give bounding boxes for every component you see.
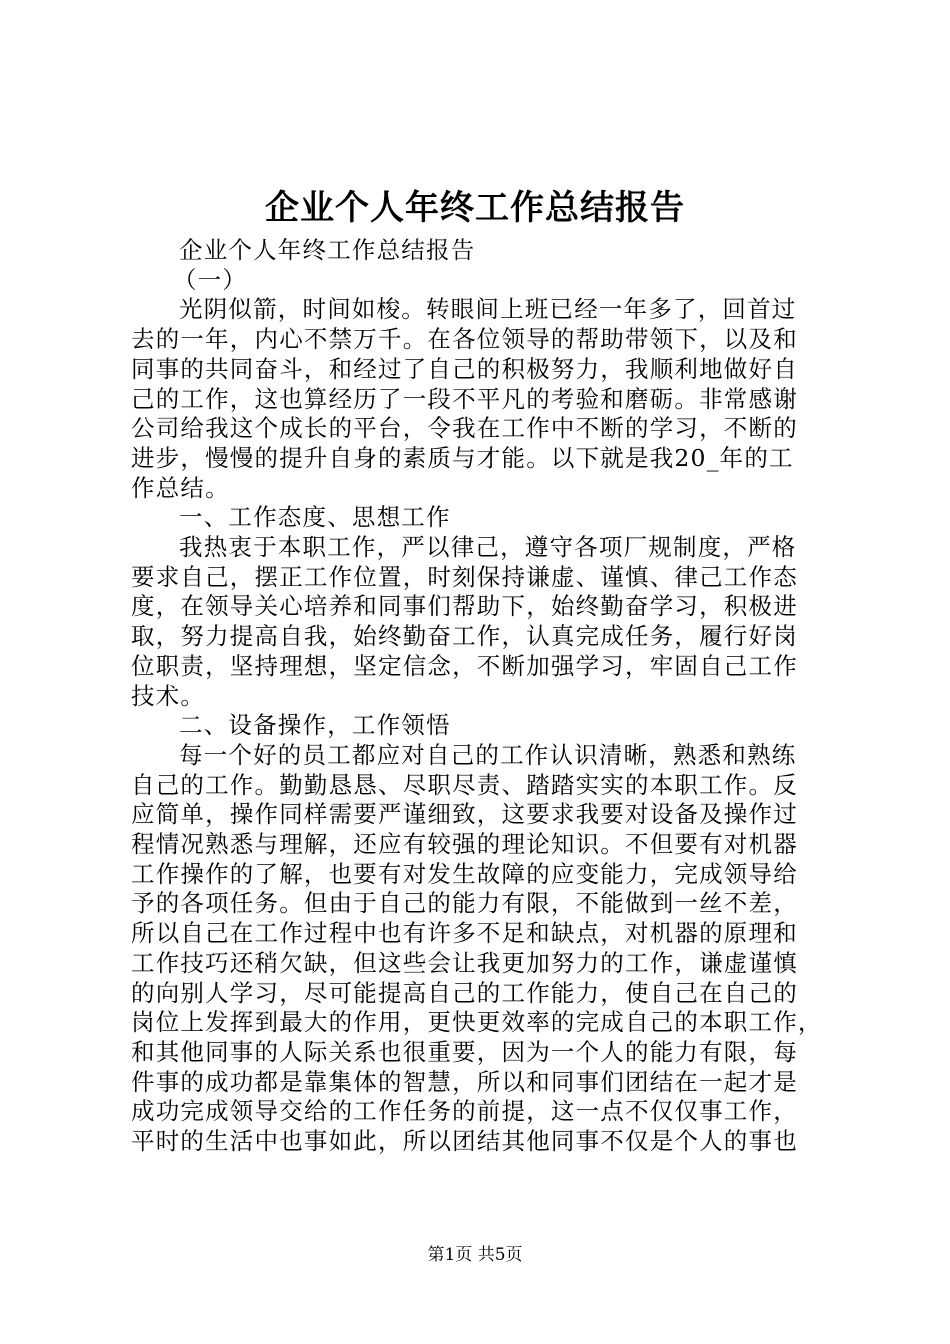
- body-line: 件事的成功都是靠集体的智慧，所以和同事们团结在一起才是: [131, 1067, 798, 1096]
- section-heading: 一、工作态度、思想工作: [179, 503, 451, 532]
- body-line: 作总结。: [131, 473, 230, 502]
- body-line: 要求自己，摆正工作位置，时刻保持谦虚、谨慎、律己工作态: [131, 562, 798, 591]
- body-line: 企业个人年终工作总结报告: [179, 236, 476, 264]
- body-line: 应简单，操作同样需要严谨细致，这要求我要对设备及操作过: [131, 800, 798, 829]
- body-line: 的向别人学习，尽可能提高自己的工作能力，使自己在自己的: [131, 978, 798, 1007]
- document-body: [131, 236, 831, 1157]
- body-line: 取，努力提高自我，始终勤奋工作，认真完成任务，履行好岗: [131, 622, 798, 651]
- body-line: 每一个好的员工都应对自己的工作认识清晰，熟悉和熟练: [179, 740, 797, 769]
- body-line: 工作操作的了解，也要有对发生故障的应变能力，完成领导给: [131, 859, 798, 888]
- body-line: （一）: [173, 265, 248, 294]
- body-line: 光阴似箭，时间如梭。转眼间上班已经一年多了，回首过: [179, 295, 797, 324]
- body-line: 自己的工作。勤勤恳恳、尽职尽责、踏踏实实的本职工作。反: [131, 770, 798, 799]
- body-line: 平时的生活中也事如此，所以团结其他同事不仅是个人的事也: [131, 1127, 798, 1156]
- body-line: 度，在领导关心培养和同事们帮助下，始终勤奋学习，积极进: [131, 592, 798, 621]
- page-footer: 第1页 共5页: [427, 1245, 523, 1265]
- body-line: 程情况熟悉与理解，还应有较强的理论知识。不但要有对机器: [131, 830, 798, 859]
- body-line: 成功完成领导交给的工作任务的前提，这一点不仅仅事工作，: [131, 1097, 798, 1126]
- body-line: 去的一年，内心不禁万千。在各位领导的帮助带领下，以及和: [131, 325, 798, 354]
- section-heading: 二、设备操作，工作领悟: [179, 711, 451, 740]
- body-line: 进步，慢慢的提升自身的素质与才能。以下就是我20_年的工: [131, 443, 794, 472]
- body-line: 公司给我这个成长的平台，令我在工作中不断的学习，不断的: [131, 414, 798, 443]
- document-title: 企业个人年终工作总结报告: [265, 188, 685, 228]
- body-line: 和其他同事的人际关系也很重要，因为一个人的能力有限，每: [131, 1037, 798, 1066]
- body-line: 技术。: [131, 681, 206, 710]
- body-line: 所以自己在工作过程中也有许多不足和缺点，对机器的原理和: [131, 919, 798, 948]
- body-line: 工作技巧还稍欠缺，但这些会让我更加努力的工作，谦虚谨慎: [131, 948, 798, 977]
- body-line: 己的工作，这也算经历了一段不平凡的考验和磨砺。非常感谢: [131, 384, 798, 413]
- body-line: 同事的共同奋斗，和经过了自己的积极努力，我顺利地做好自: [131, 354, 798, 383]
- body-line: 岗位上发挥到最大的作用，更快更效率的完成自己的本职工作，: [131, 1008, 823, 1037]
- body-line: 位职责，坚持理想，坚定信念，不断加强学习，牢固自己工作: [131, 651, 798, 680]
- body-line: 我热衷于本职工作，严以律己，遵守各项厂规制度，严格: [179, 533, 797, 562]
- body-line: 予的各项任务。但由于自己的能力有限，不能做到一丝不差，: [131, 889, 798, 918]
